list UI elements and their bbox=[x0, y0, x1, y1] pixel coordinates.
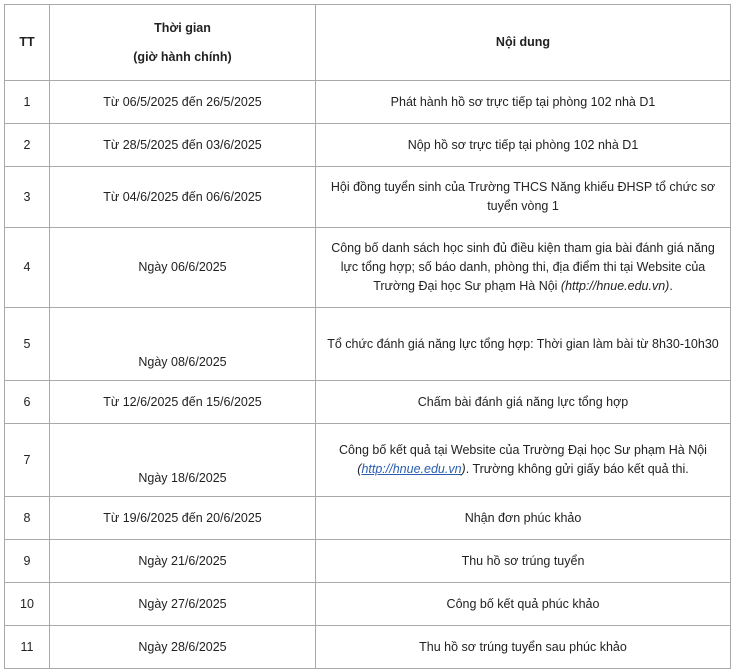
table-row bbox=[5, 424, 731, 497]
row-tt: 9 bbox=[5, 540, 50, 583]
row-time: Ngày 06/6/2025 bbox=[50, 228, 316, 308]
row-time: Từ 04/6/2025 đến 06/6/2025 bbox=[50, 167, 316, 228]
table-row bbox=[5, 497, 731, 540]
row-time: Từ 06/5/2025 đến 26/5/2025 bbox=[50, 81, 316, 124]
row-time: Từ 19/6/2025 đến 20/6/2025 bbox=[50, 497, 316, 540]
row-tt: 8 bbox=[5, 497, 50, 540]
hnue-website-link[interactable]: http://hnue.edu.vn bbox=[361, 462, 462, 476]
row-time: Ngày 08/6/2025 bbox=[50, 308, 316, 381]
row-content bbox=[316, 424, 731, 497]
row-tt: 4 bbox=[5, 228, 50, 308]
table-row bbox=[5, 583, 731, 626]
row-content: Thu hồ sơ trúng tuyển sau phúc khảo bbox=[316, 626, 731, 669]
header-tt: TT bbox=[5, 5, 50, 81]
row-tt: 2 bbox=[5, 124, 50, 167]
row-content: Hội đồng tuyển sinh của Trường THCS Năng khiếu ĐHSP tổ chức sơ tuyển vòng 1 bbox=[316, 167, 731, 228]
row-tt: 10 bbox=[5, 583, 50, 626]
link-open-paren: ( bbox=[357, 462, 362, 476]
row-content: Nhận đơn phúc khảo bbox=[316, 497, 731, 540]
row-tt: 11 bbox=[5, 626, 50, 669]
row-content: Phát hành hồ sơ trực tiếp tại phòng 102 nhà D1 bbox=[316, 81, 731, 124]
table-row bbox=[5, 540, 731, 583]
row-time: Từ 28/5/2025 đến 03/6/2025 bbox=[50, 124, 316, 167]
website-reference: (http://hnue.edu.vn) bbox=[560, 279, 670, 293]
header-time bbox=[50, 5, 316, 81]
row-time: Từ 12/6/2025 đến 15/6/2025 bbox=[50, 381, 316, 424]
row-content-tail: . bbox=[669, 279, 673, 293]
table-row bbox=[5, 124, 731, 167]
row-content-text: Công bố kết quả tại Website của Trường Đại học Sư phạm Hà Nội bbox=[339, 443, 707, 457]
row-tt: 5 bbox=[5, 308, 50, 381]
table-row bbox=[5, 381, 731, 424]
header-time-label: Thời gian bbox=[154, 20, 211, 35]
row-tt: 6 bbox=[5, 381, 50, 424]
row-tt: 3 bbox=[5, 167, 50, 228]
row-content: Chấm bài đánh giá năng lực tổng hợp bbox=[316, 381, 731, 424]
row-content bbox=[316, 228, 731, 308]
row-time: Ngày 18/6/2025 bbox=[50, 424, 316, 497]
table-row bbox=[5, 167, 731, 228]
table-row bbox=[5, 228, 731, 308]
row-tt: 1 bbox=[5, 81, 50, 124]
row-content: Nộp hồ sơ trực tiếp tại phòng 102 nhà D1 bbox=[316, 124, 731, 167]
row-time: Ngày 27/6/2025 bbox=[50, 583, 316, 626]
table-row bbox=[5, 308, 731, 381]
row-tt: 7 bbox=[5, 424, 50, 497]
link-close-paren: ) bbox=[461, 462, 466, 476]
table-header-row bbox=[5, 5, 731, 81]
row-content: Tổ chức đánh giá năng lực tổng hợp: Thời gian làm bài từ 8h30-10h30 bbox=[316, 308, 731, 381]
table-row bbox=[5, 81, 731, 124]
header-time-sub: (giờ hành chính) bbox=[133, 49, 232, 64]
row-content-tail: . Trường không gửi giấy báo kết quả thi. bbox=[465, 462, 689, 476]
table-row bbox=[5, 626, 731, 669]
admission-schedule-table bbox=[4, 4, 731, 669]
row-time: Ngày 21/6/2025 bbox=[50, 540, 316, 583]
row-content: Công bố kết quả phúc khảo bbox=[316, 583, 731, 626]
row-content: Thu hồ sơ trúng tuyển bbox=[316, 540, 731, 583]
row-content-text: Công bố danh sách học sinh đủ điều kiện tham gia bài đánh giá năng lực tổng hợp; số báo danh, phòng thi, địa điểm thi tại Website của Trường Đại học Sư phạm Hà Nội bbox=[331, 241, 715, 293]
header-content: Nội dung bbox=[316, 5, 731, 81]
row-time: Ngày 28/6/2025 bbox=[50, 626, 316, 669]
